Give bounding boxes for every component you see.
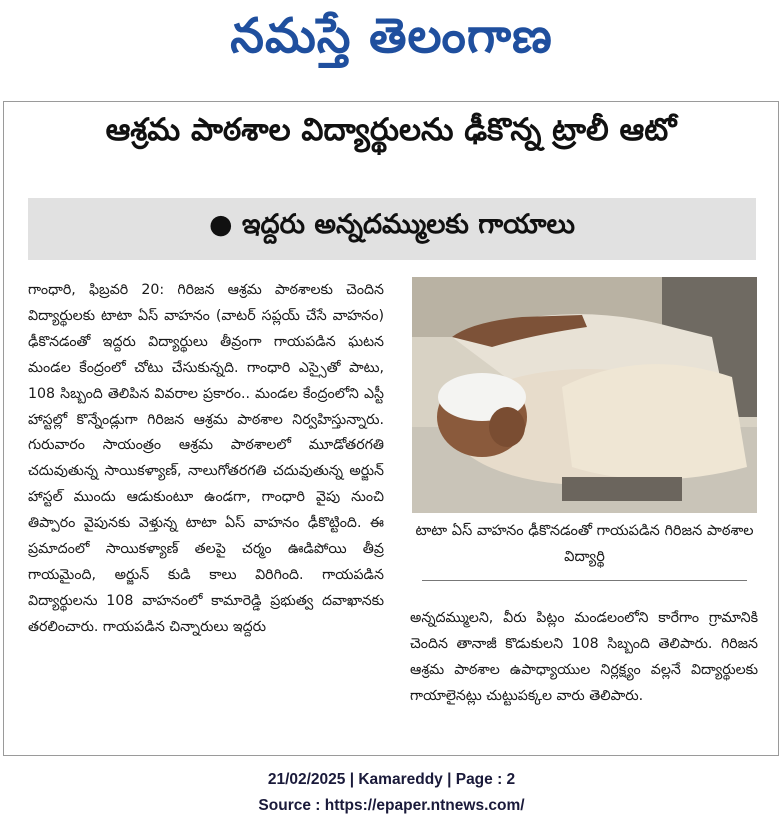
article-headline: ఆశ్రమ పాఠశాల విద్యార్థులను ఢీకొన్న ట్రాలీ ఆటో xyxy=(105,112,677,148)
injured-student-photo xyxy=(412,277,757,513)
masthead-title: నమస్తే తెలంగాణ xyxy=(230,8,553,64)
article-subheadline: ● ఇద్దరు అన్నదమ్ములకు గాయాలు xyxy=(209,209,575,240)
source-link[interactable]: Source : https://epaper.ntnews.com/ xyxy=(258,797,525,814)
caption-divider xyxy=(422,580,747,581)
photo-caption: టాటా ఏస్ వాహనం ఢీకొనడంతో గాయపడిన గిరిజన పాఠశాల విద్యార్థి xyxy=(415,523,754,565)
edition-info: 21/02/2025 | Kamareddy | Page : 2 xyxy=(267,771,516,788)
page-footer xyxy=(0,767,783,819)
article-body-column-2: అన్నదమ్ములని, వీరు పిట్లం మండలంలోని కారేగాం గ్రామానికి చెందిన తానాజీ కొడుకులని 108 సిబ్బంది తెలిపారు. గిరిజన ఆశ్రమ పాఠశాల ఉపాధ్యాయుల నిర్లక్ష్యం వల్లనే విద్యార్థులకు గాయాలైనట్లు చుట్టుపక్కల వారు తెలిపారు. xyxy=(410,610,758,704)
article-photo xyxy=(412,277,757,513)
subheadline-bar xyxy=(28,198,756,260)
article-body-column-1: గాంధారి, ఫిబ్రవరి 20: గిరిజన ఆశ్రమ పాఠశాలకు చెందిన విద్యార్థులకు టాటా ఏస్ వాహనం (వాటర్ సప్లయ్ చేసే వాహనం) ఢీకొనడంతో ఇద్దరు విద్యార్థులు తీవ్రంగా గాయపడిన ఘటన మండల కేంద్రంలో చోటు చేసుకున్నది. గాంధారి ఎస్సైతో పాటు, 108 సిబ్బంది తెలిపిన వివరాల ప్రకారం.. మండల కేంద్రంలోని ఎస్టీ హాస్టల్లో కొన్నేండ్లుగా గిరిజన ఆశ్రమ పాఠశాల నిర్వహిస్తున్నారు. గురువారం సాయంత్రం ఆశ్రమ పాఠశాలలో మూడోతరగతి చదువుతున్న సాయికళ్యాణ్, నాలుగోతరగతి చదువుతున్న అర్జున్ హాస్టల్ ముందు ఆడుకుంటూ ఉండగా, గాంధారి వైపు నుంచి తిప్పారం వైపునకు వెళ్తున్న టాటా ఏస్ వాహనం ఢీకొట్టింది. ఈ ప్రమాదంలో సాయికళ్యాణ్ తలపై చర్మం ఊడిపోయి తీవ్ర గాయమైంది, అర్జున్ కుడి కాలు విరిగింది. గాయపడిన విద్యార్థులను 108 వాహనంలో కామారెడ్డి ప్రభుత్వ దవాఖానకు తరలించారు. గాయపడిన చిన్నారులు ఇద్దరు xyxy=(28,282,384,635)
news-clipping xyxy=(3,101,779,756)
newspaper-masthead xyxy=(0,0,783,78)
